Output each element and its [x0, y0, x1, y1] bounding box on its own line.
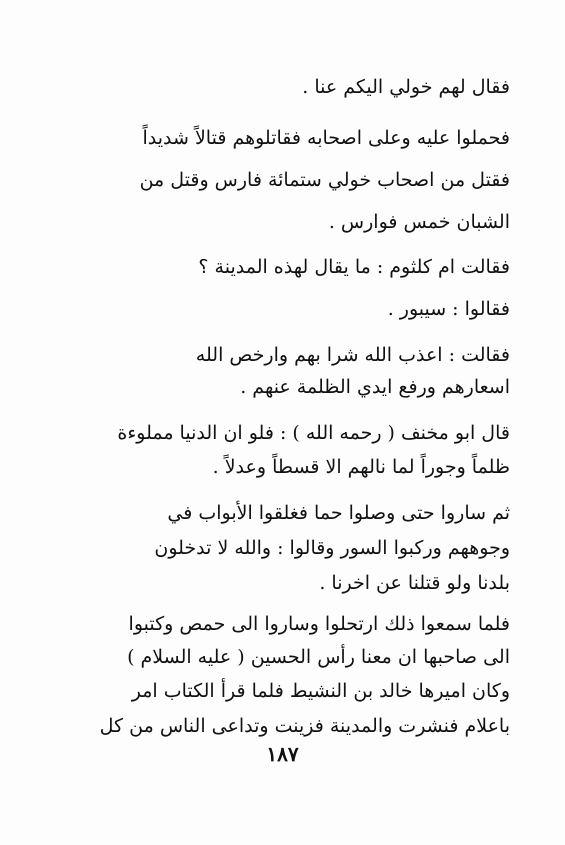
- text-line-8: اسعارهم ورفع ايدي الظلمة عنهم .: [240, 376, 510, 398]
- text-line-11: ثم ساروا حتى وصلوا حما فغلقوا الأبواب في: [167, 502, 510, 524]
- text-line-1: فقال لهم خولي اليكم عنا .: [302, 76, 510, 98]
- text-line-12: وجوههم وركبوا السور وقالوا : والله لا تدخلون: [154, 537, 510, 559]
- text-line-9: قال ابو مخنف ( رحمه الله ) : فلو ان الدنيا مملوءة: [117, 422, 510, 444]
- text-line-16: وكان اميرها خالد بن النشيط فلما قرأ الكتاب امر: [131, 680, 510, 702]
- text-line-17: باعلام فنشرت والمدينة فزينت وتداعى الناس من كل: [99, 715, 510, 737]
- text-line-10: ظلماً وجوراً لما نالهم الا قسطاً وعدلاً .: [212, 456, 510, 478]
- page-number: ١٨٧: [266, 742, 299, 766]
- text-line-5: فقالت ام كلثوم : ما يقال لهذه المدينة ؟: [198, 256, 510, 278]
- text-line-7: فقالت : اعذب الله شرا بهم وارخص الله: [195, 344, 510, 366]
- text-line-14: فلما سمعوا ذلك ارتحلوا وساروا الى حمص وكتبوا: [128, 613, 510, 635]
- text-line-4: الشبان خمس فوارس .: [328, 211, 510, 233]
- text-line-15: الى صاحبها ان معنا رأس الحسين ( عليه السلام ): [127, 646, 510, 668]
- text-line-13: بلدنا ولو قتلنا عن اخرنا .: [319, 572, 510, 594]
- text-line-2: فحملوا عليه وعلى اصحابه فقاتلوهم قتالاً شديداً: [142, 127, 510, 149]
- text-line-3: فقتل من اصحاب خولي ستمائة فارس وقتل من: [139, 169, 510, 191]
- text-line-6: فقالوا : سيبور .: [387, 298, 510, 320]
